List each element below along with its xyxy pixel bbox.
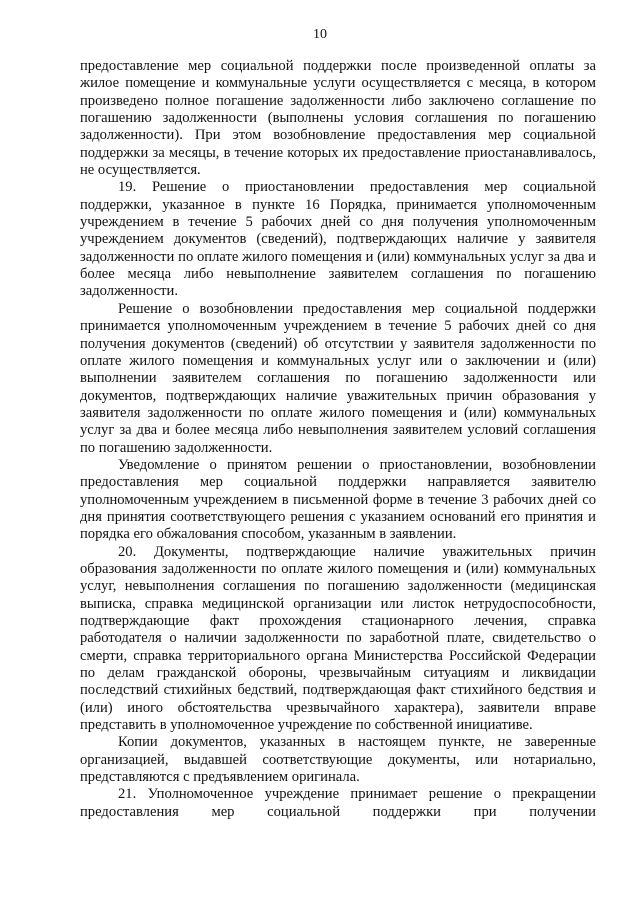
page-number: 10 — [313, 27, 327, 42]
document-text — [80, 58, 596, 821]
paragraph-item-20: 20. Документы, подтверждающие наличие уважительных причин образования задолженности по оплате жилого помещения и (или) коммунальных услуг, невыполнения соглашения по погашению задолженности (медицинская выписка, справка медицинской организации или листок нетрудоспособности, подтверждающие факт прохождения стационарного лечения, справка работодателя о наличии задолженности по заработной плате, свидетельство о смерти, справка территориального органа Министерства Российской Федерации по делам гражданской обороны, чрезвычайным ситуациям и ликвидации последствий стихийных бедствий, подтверждающая факт стихийного бедствия и (или) иного обстоятельства чрезвычайного характера), заявители вправе представить в уполномоченное учреждение по собственной инициативе. — [80, 543, 596, 734]
paragraph-resumption: Решение о возобновлении предоставления мер социальной поддержки принимается уполномоченным учреждением в течение 5 рабочих дней со дня получения документов (сведений) об отсутствии у заявителя задолженности по оплате жилого помещения и коммунальных услуг или о заключении и (или) выполнении заявителем соглашения по погашению задолженности или документов, подтверждающих наличие уважительных причин образования у заявителя задолженности по оплате жилого помещения и (или) коммунальных услуг за два и более месяца либо невыполнения заявителем условий соглашения по погашению задолженности. — [80, 300, 596, 456]
paragraph-copies: Копии документов, указанных в настоящем пункте, не заверенные организацией, выдавшей соответствующие документы, или нотариально, представляются с предъявлением оригинала. — [80, 734, 596, 786]
paragraph-item-21: 21. Уполномоченное учреждение принимает решение о прекращении предоставления мер социальной поддержки при получении — [80, 786, 596, 820]
paragraph-notification: Уведомление о принятом решении о приостановлении, возобновлении предоставления мер социальной поддержки направляется заявителю уполномоченным учреждением в письменной форме в течение 3 рабочих дней со дня принятия соответствующего решения с указанием оснований его принятия и порядка его обжалования способом, указанным в заявлении. — [80, 456, 596, 543]
paragraph-item-19: 19. Решение о приостановлении предоставления мер социальной поддержки, указанное в пункте 16 Порядка, принимается уполномоченным учреждением в течение 5 рабочих дней со дня получения уполномоченным учреждением документов (сведений), подтверждающих наличие у заявителя задолженности по оплате жилого помещения и (или) коммунальных услуг за два и более месяца либо невыполнение заявителем соглашения по погашению задолженности. — [80, 179, 596, 300]
paragraph-continuation: предоставление мер социальной поддержки после произведенной оплаты за жилое помещение и коммунальные услуги осуществляется с месяца, в котором произведено полное погашение задолженности либо заключено соглашение по погашению задолженности (выполнены условия соглашения по погашению задолженности). При этом возобновление предоставления мер социальной поддержки за месяцы, в течение которых их предоставление приостанавливалось, не осуществляется. — [80, 58, 596, 179]
